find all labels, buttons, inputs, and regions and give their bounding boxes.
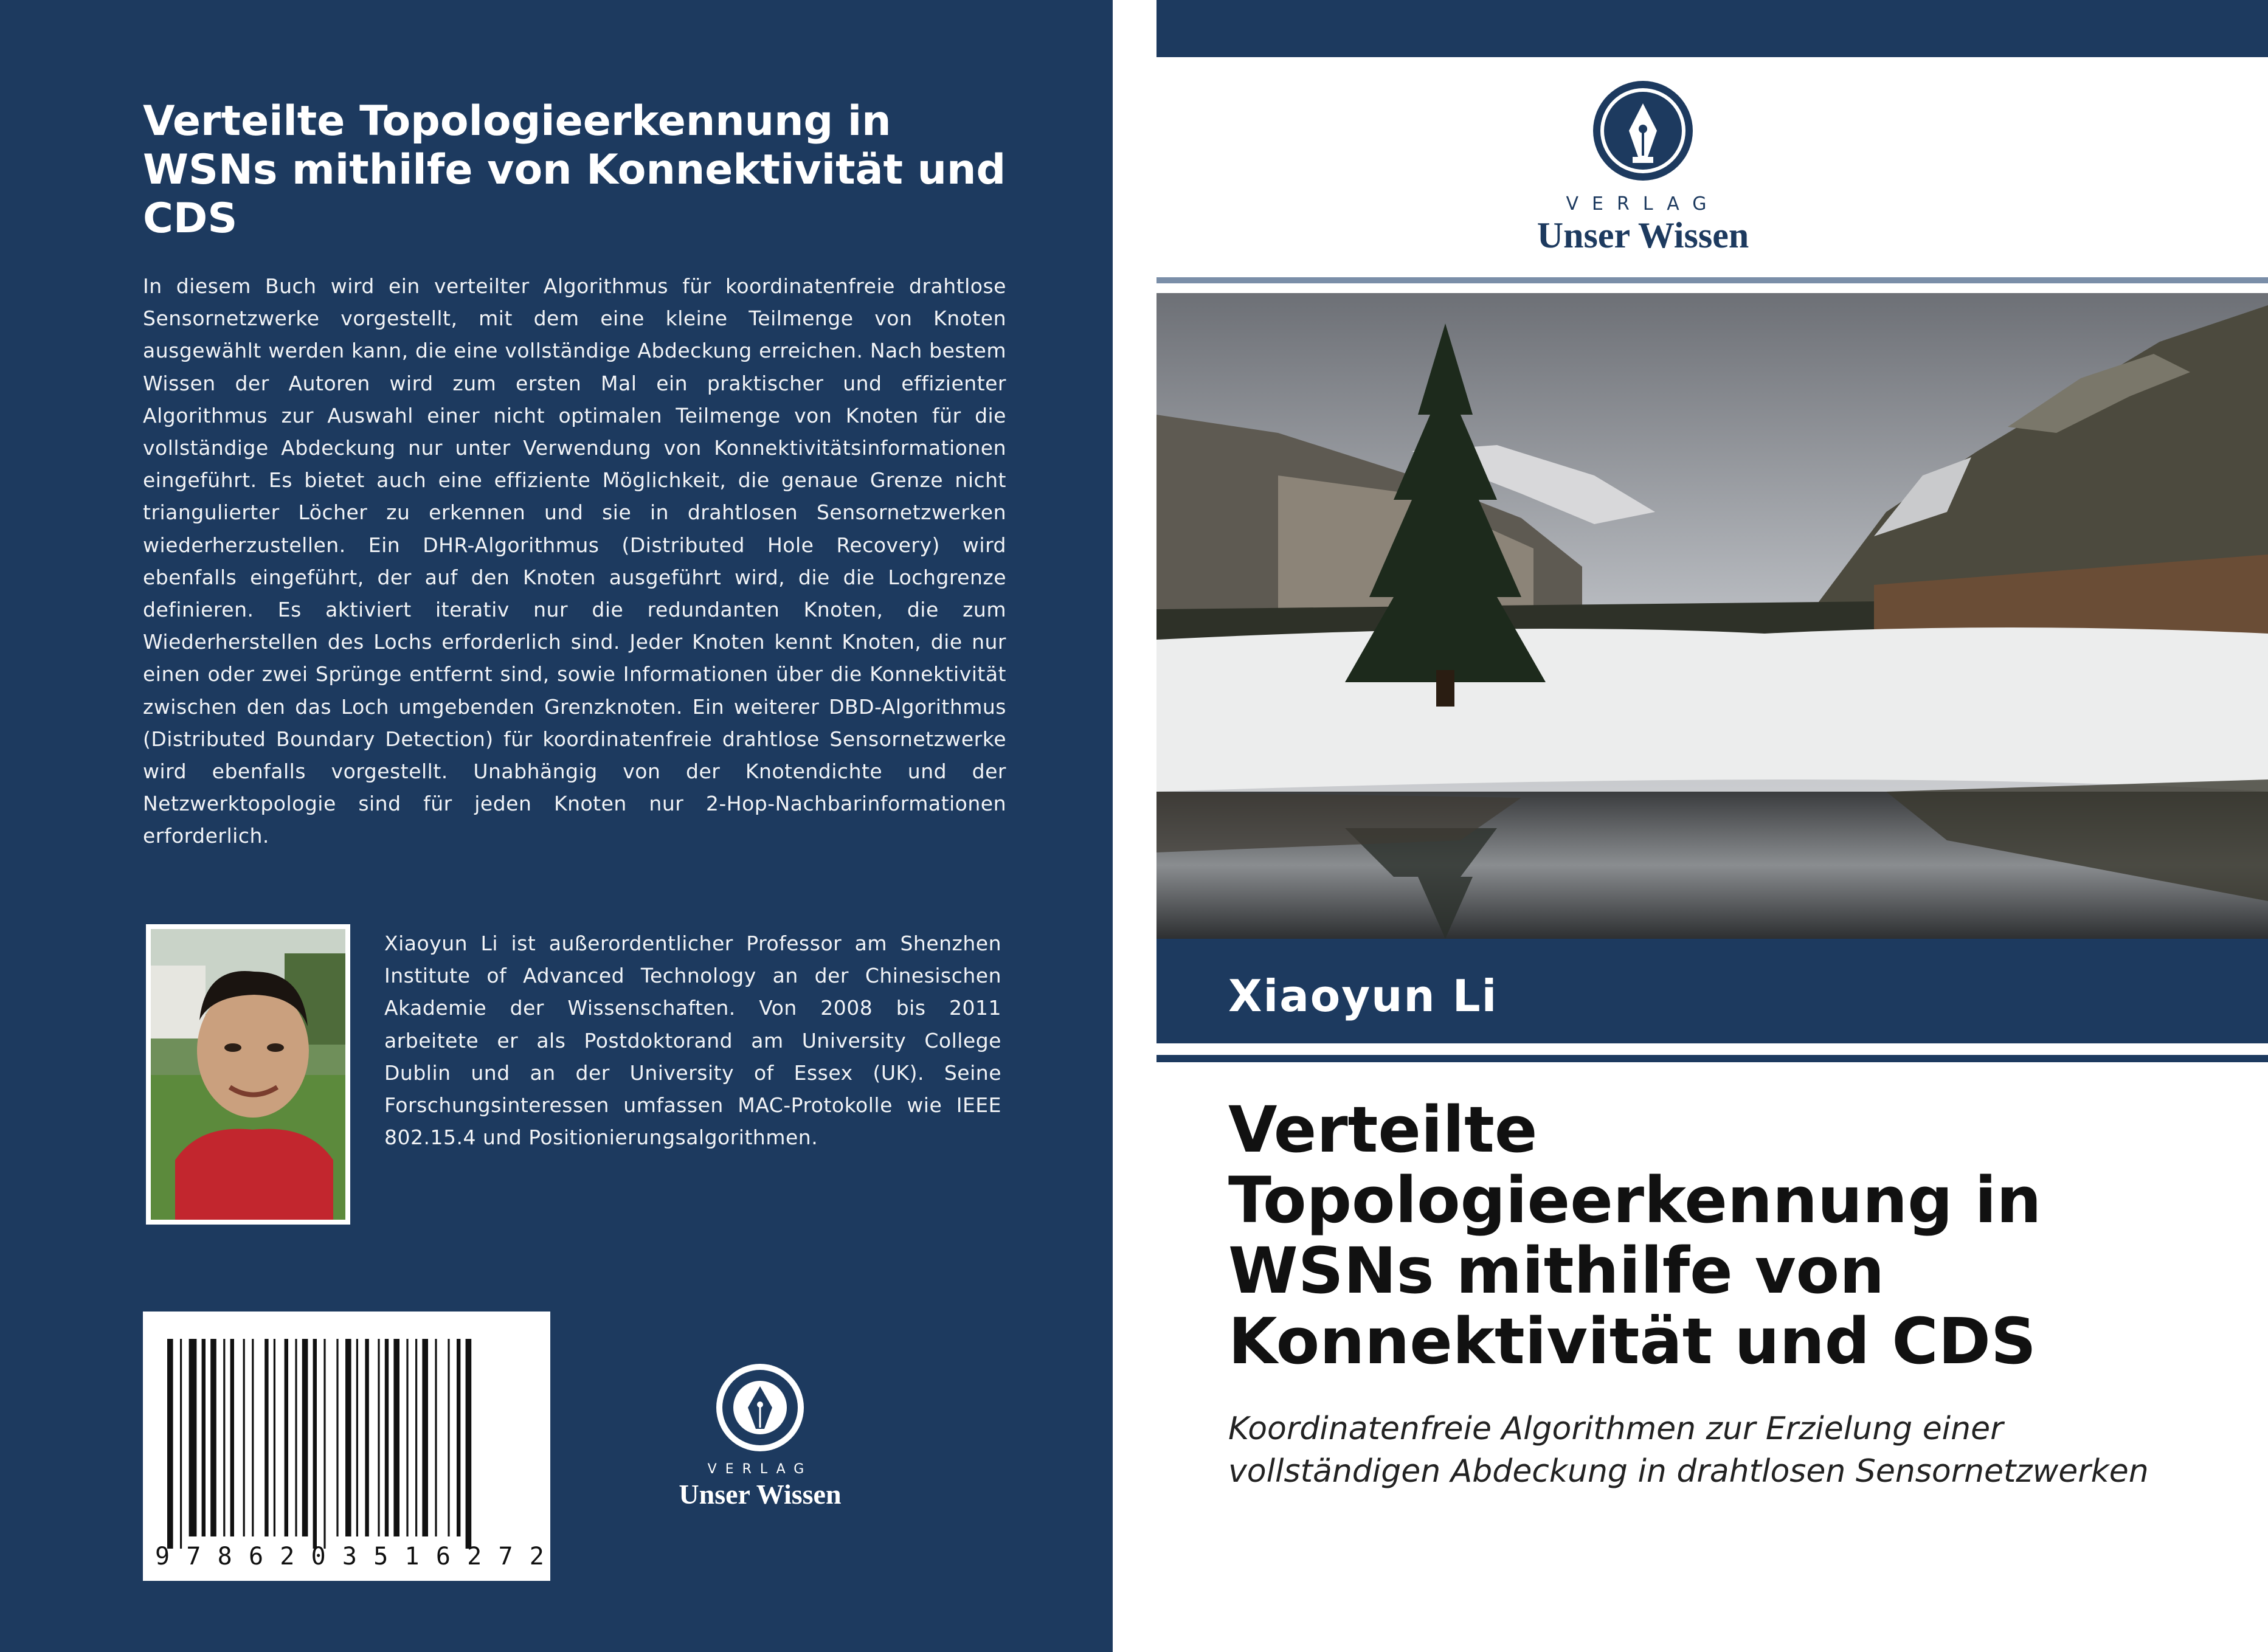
- publisher-label-back: VERLAG: [707, 1462, 813, 1477]
- front-cover-title: Verteilte Topologieerkennung in WSNs mithilfe von Konnektivität und CDS: [1228, 1093, 2042, 1378]
- author-photo: [146, 924, 350, 1225]
- publisher-logo-back: [645, 1362, 876, 1520]
- barcode-bar: [264, 1339, 268, 1536]
- barcode-bar: [385, 1339, 389, 1536]
- isbn-digit: 9: [155, 1543, 170, 1571]
- author-band: [1156, 939, 2268, 1043]
- barcode-bar: [356, 1339, 358, 1536]
- barcode-bar: [378, 1339, 379, 1536]
- isbn-digit: 2: [467, 1543, 482, 1571]
- divider-top: [1156, 277, 2268, 283]
- isbn-digit: 8: [217, 1543, 232, 1571]
- top-band: [1156, 0, 2268, 57]
- barcode-bar: [336, 1339, 338, 1536]
- back-cover: [0, 0, 1113, 1652]
- author-bio: Xiaoyun Li ist außerordentlicher Professor am Shenzhen Institute of Advanced Technology an der Chinesischen Akademie der Wissenschaften. Von 2008 bis 2011 arbeitete er als Postdoktorand am University College Dublin und an der University of Essex (UK). Seine Forschungsinteressen umfassen MAC-Protokolle wie IEEE 802.15.4 und Positionierungsalgorithmen.: [384, 931, 1001, 1150]
- isbn-digit: 2: [280, 1543, 295, 1571]
- barcode-bar: [365, 1339, 368, 1536]
- publisher-logo-front: [1442, 79, 1844, 255]
- barcode-bar: [295, 1339, 297, 1536]
- barcode-bar: [406, 1339, 408, 1536]
- front-cover: [1156, 0, 2268, 1652]
- spine: [1113, 0, 1156, 1652]
- barcode-bar: [415, 1339, 417, 1536]
- pen-nib-logo-icon: [1591, 79, 1695, 182]
- isbn-digit: 6: [435, 1543, 451, 1571]
- barcode-bar: [189, 1339, 197, 1536]
- barcode-bar: [274, 1339, 275, 1536]
- barcode-bar: [422, 1339, 428, 1536]
- barcode-bar: [210, 1339, 216, 1536]
- divider-bottom: [1156, 1055, 2268, 1062]
- barcode-bar: [345, 1339, 351, 1536]
- barcode-bar: [457, 1339, 460, 1536]
- barcode-bar: [393, 1339, 399, 1536]
- barcode-bar: [202, 1339, 206, 1536]
- barcode-bar: [313, 1339, 317, 1549]
- isbn-digit: 7: [498, 1543, 513, 1571]
- isbn-digit: 0: [311, 1543, 326, 1571]
- isbn-digit: 5: [373, 1543, 389, 1571]
- barcode-bar: [285, 1339, 288, 1536]
- isbn-digit: 7: [186, 1543, 201, 1571]
- isbn-digits: [155, 1543, 544, 1573]
- barcode-bar: [252, 1339, 254, 1536]
- isbn-barcode: [143, 1312, 550, 1581]
- barcode-bar: [167, 1339, 173, 1549]
- pen-nib-seal-icon: [714, 1362, 806, 1453]
- barcode-bar: [435, 1339, 437, 1536]
- front-cover-subtitle: Koordinatenfreie Algorithmen zur Erzielung einer vollständigen Abdeckung in drahtlosen Sensornetzwerken: [1228, 1411, 2149, 1490]
- isbn-digit: 6: [248, 1543, 264, 1571]
- barcode-bar: [466, 1339, 472, 1549]
- publisher-label-front: VERLAG: [1566, 193, 1720, 215]
- barcode-bar: [448, 1339, 449, 1536]
- author-name: Xiaoyun Li: [1228, 970, 1498, 1021]
- barcode-bar: [302, 1339, 308, 1536]
- isbn-digit: 3: [342, 1543, 357, 1571]
- back-cover-blurb: In diesem Buch wird ein verteilter Algorithmus für koordinatenfreie drahtlose Sensornetzwerke vorgestellt, mit dem eine kleine Teilmenge von Knoten ausgewählt werden kann, die eine vollständige Abdeckung erreichen. Nach bestem Wissen der Autoren wird zum ersten Mal ein praktischer und effizienter Algorithmus zur Auswahl einer nicht optimalen Teilmenge von Knoten für die vollständige Abdeckung nur unter Verwendung von Konnektivitätsinformationen eingeführt. Es bietet auch eine effiziente Möglichkeit, die genaue Grenze nicht triangulierter Löcher zu erkennen und sie in drahtlosen Sensornetzwerken wiederherzustellen. Ein DHR-Algorithmus (Distributed Hole Recovery) wird ebenfalls eingeführt, der auf den Knoten ausgeführt wird, die die Lochgrenze definieren. Es aktiviert iterativ nur die redundanten Knoten, die zum Wiederherstellen des Lochs erforderlich sind. Jeder Knoten kennt Knoten, die nur einen oder zwei Sprünge entfernt sind, sowie Informationen über die Konnektivität zwischen den das Loch umgebenden Grenzknoten. Ein weiterer DBD-Algorithmus (Distributed Boundary Detection) für koordinatenfreie drahtlose Sensornetzwerke wird ebenfalls vorgestellt. Unabhängig von der Knotendichte und der Netzwerktopologie sind für jeden Knoten nur 2-Hop-Nachbarinformationen erforderlich.: [143, 274, 1006, 848]
- publisher-name-front: Unser Wissen: [1537, 215, 1749, 255]
- publisher-name-back: Unser Wissen: [679, 1479, 842, 1510]
- isbn-digit: 2: [529, 1543, 544, 1571]
- back-cover-title: Verteilte Topologieerkennung in WSNs mithilfe von Konnektivität und CDS: [143, 97, 1006, 243]
- barcode-bar: [180, 1339, 182, 1549]
- cover-photo: [1156, 293, 2268, 939]
- barcode-bar: [323, 1339, 325, 1549]
- barcode-bar: [230, 1339, 234, 1536]
- barcode-bar: [243, 1339, 245, 1536]
- barcode-bar: [223, 1339, 225, 1536]
- isbn-digit: 1: [404, 1543, 420, 1571]
